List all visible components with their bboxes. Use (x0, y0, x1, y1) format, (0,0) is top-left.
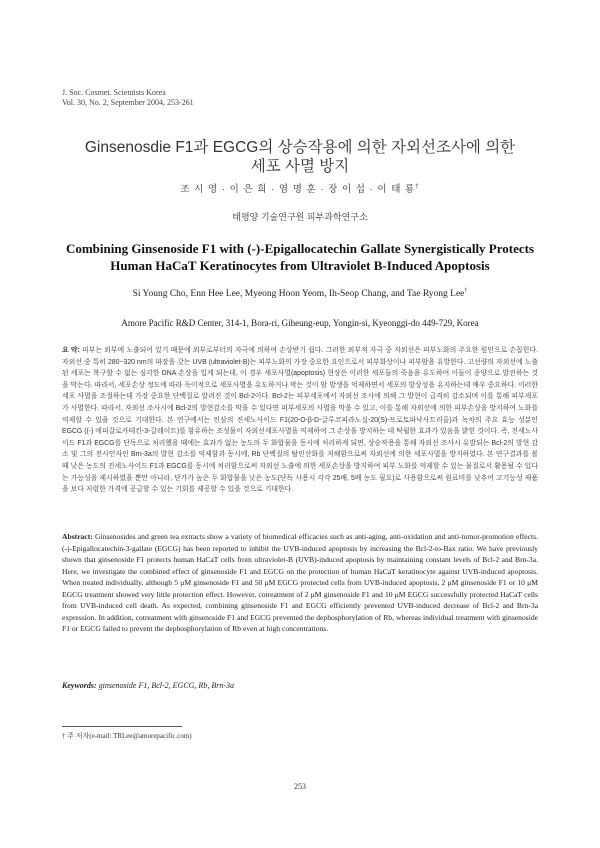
english-title-line2: Human HaCaT Keratinocytes from Ultraviolet B-Induced Apoptosis (110, 258, 490, 273)
journal-name: J. Soc. Cosmet. Scientists Korea (62, 88, 166, 97)
korean-abstract-label: 요 약: (62, 347, 80, 354)
english-affiliation: Amore Pacific R&D Center, 314-1, Bora-ri, Giheung-eup, Yongin-si, Kyeonggi-do 449-729, Korea (121, 318, 479, 328)
footnote-divider (62, 726, 182, 727)
korean-title (60, 138, 540, 176)
korean-abstract-text: 피부는 외부에 노출되어 있기 때문에 외부로부터의 자극에 의하여 손상받기 쉽다. 그러한 외부적 자극 중 자외선은 피부노화의 주요한 원인으로 손꼽힌다. 자외선 중 특히 280~320 nm의 파장을 갖는 UVB (ultraviolet-B)는 피부노화의 가장 중요한 요인으로서 피부화상이나 피부암을 유발한다. 고선량의 자외선에 노출된 세포는 복구할 수 없는 심각한 DNA 손상을 입게 되는데, 이 경우 세포사멸(apoptosis) 현상은 이러한 세포들의 죽음을 유도하여 이들이 종양으로 발전하는 것을 막는다. 따라서, 세포손상 정도에 따라 독이적으로 세포사멸을 유도하거나 막는 것이 암 발생을 억제하면서 세포의 항상성을 유지하는데 매우 중요하다. 이러한 세포 사멸을 조절하는데 가장 중요한 단백질로 알려진 것이 Bcl-2이다. Bcl-2는 피부세포에서 자외선 조사에 의해 그 발현이 급격히 감소되며 이를 통해 피부세포가 사멸한다. 따라서, 자외선 조사시에 Bcl-2의 발현감소를 막을 수 있다면 피부세포의 사멸을 막을 수 있고, 이를 통해 자외선에 의한 피부손상을 방지하여 노화를 억제할 수 있을 것으로 기대한다. 본 연구에서는 인삼의 진세노사이드 F1(20-O-β-D-글루코피라노실-20(S)-프로토파낙사트리올)과 녹차의 주요 효능 성분인 EGCG ((-) 에피갈로카테킨-3-갈레이트)를 함유하는 조성물이 자외선세포사멸을 억제하여 그 손상을 방지하는 데 탁월한 효과가 있음을 밝힌 것이다. 즉, 진세노사이드 F1과 EGCG를 단독으로 처리했을 때에는 효과가 없는 농도의 두 화합물을 동시에 처리하게 되면, 상승작용을 통해 자외선 조사시 유발되는 Bcl-2의 발현 감소 및 그의 전사인자인 Brn-3a의 발현 감소를 억제함과 동시에, Rb 단백질의 탈인산화를 저해함으로써 자외선에 의한 세포사멸을 방지하였다. 본 연구결과를 볼 때 낮은 농도의 진세노사이드 F1과 EGCG를 동시에 처리함으로써 자외선 노출에 의한 세포손상을 방지하여 피부 노화를 억제할 수 있는 물질로서 활용될 수 있다는 가능성을 제시하였을 뿐만 아니라, 단가가 높은 두 화합물을 낮은 농도(단독 사용시 각각 25배, 5배 농도 필요)로 사용함으로써 원료비를 낮추어 고기능성 제품을 보다 저렴한 가격에 공급할 수 있는 기회를 제공할 수 있을 것으로 기대한다. (62, 347, 538, 494)
english-abstract-label: Abstract: (62, 532, 93, 541)
journal-volume: Vol. 30, No. 2, September 2004, 253-261 (62, 98, 194, 107)
korean-abstract (62, 345, 538, 496)
english-corresponding-mark: † (464, 288, 468, 294)
english-abstract-text: Ginsenosides and green tea extracts show a variety of biomedical efficacies such as anti-aging, anti-oxidation and anti-tumor-promotion effects. (-)-Epigallocatechin-3-gallate (EGCG) has been reported to inhibit the UVB-induced apoptosis by increasing the Bcl-2-to-Bax ratio. We have previously shown that ginsenoside F1 protects human HaCaT cells from ultraviolet-B (UVB)-induced apoptosis by maintaining constant levels of Bcl-2 and Brn-3a. Here, we investigate the combined effect of ginsenoside F1 and EGCG on the protection of human HaCaT keratinocyte against UVB-induced apoptosis. When treated individually, although 5 μM ginsenoside F1 and 50 μM EGCG protected cells from UVB-induced apoptosis, 2 μM ginsenoside F1 or 10 μM EGCG treatment showed very little protection effect. However, cotreatment of 2 μM ginsenoside F1 and 10 μM EGCG successfully protected HaCaT cells from UVB-induced cell death. As expected, combining ginsenoside F1 and EGCG efficiently prevented UVB-induced decrease of Bcl-2 and Brn-3a expression. In addition, cotreatment with ginsenoside F1 and EGCG prevented the dephosphorylation of Rb, whereas individual treatment with ginsenoside F1 or EGCG failed to prevent the dephosphorylation of Rb even at high concentrations. (62, 532, 538, 633)
korean-authors-names: 조 시 영 · 이 은 희 · 염 명 훈 · 장 이 섭 · 이 태 룡 (180, 184, 416, 195)
keywords (62, 681, 234, 690)
korean-corresponding-mark: † (415, 183, 420, 190)
keywords-list: ginsenoside F1, Bcl-2, EGCG, Rb, Brn-3a (98, 681, 234, 690)
journal-header (62, 88, 194, 108)
keywords-label: Keywords: (62, 681, 97, 690)
english-authors (60, 288, 540, 299)
page-number: 253 (294, 782, 306, 791)
korean-title-line1: Ginsenosdie F1과 EGCG의 상승작용에 의한 자외선조사에 의한 (84, 139, 516, 156)
english-title (60, 240, 540, 274)
footnote: † 주 저자(e-mail: TRLee@amorepacific.com) (62, 732, 192, 740)
english-abstract (62, 531, 538, 635)
english-title-line1: Combining Ginsenoside F1 with (-)-Epigallocatechin Gallate Synergistically Protects (65, 241, 535, 256)
korean-affiliation: 태평양 기술연구원 피부과학연구소 (232, 212, 368, 222)
korean-authors (60, 181, 540, 195)
korean-title-line2: 세포 사멸 방지 (250, 158, 350, 175)
english-authors-names: Si Young Cho, Enn Hee Lee, Myeong Hoon Yeom, Ih-Seop Chang, and Tae Ryong Lee (132, 289, 465, 300)
